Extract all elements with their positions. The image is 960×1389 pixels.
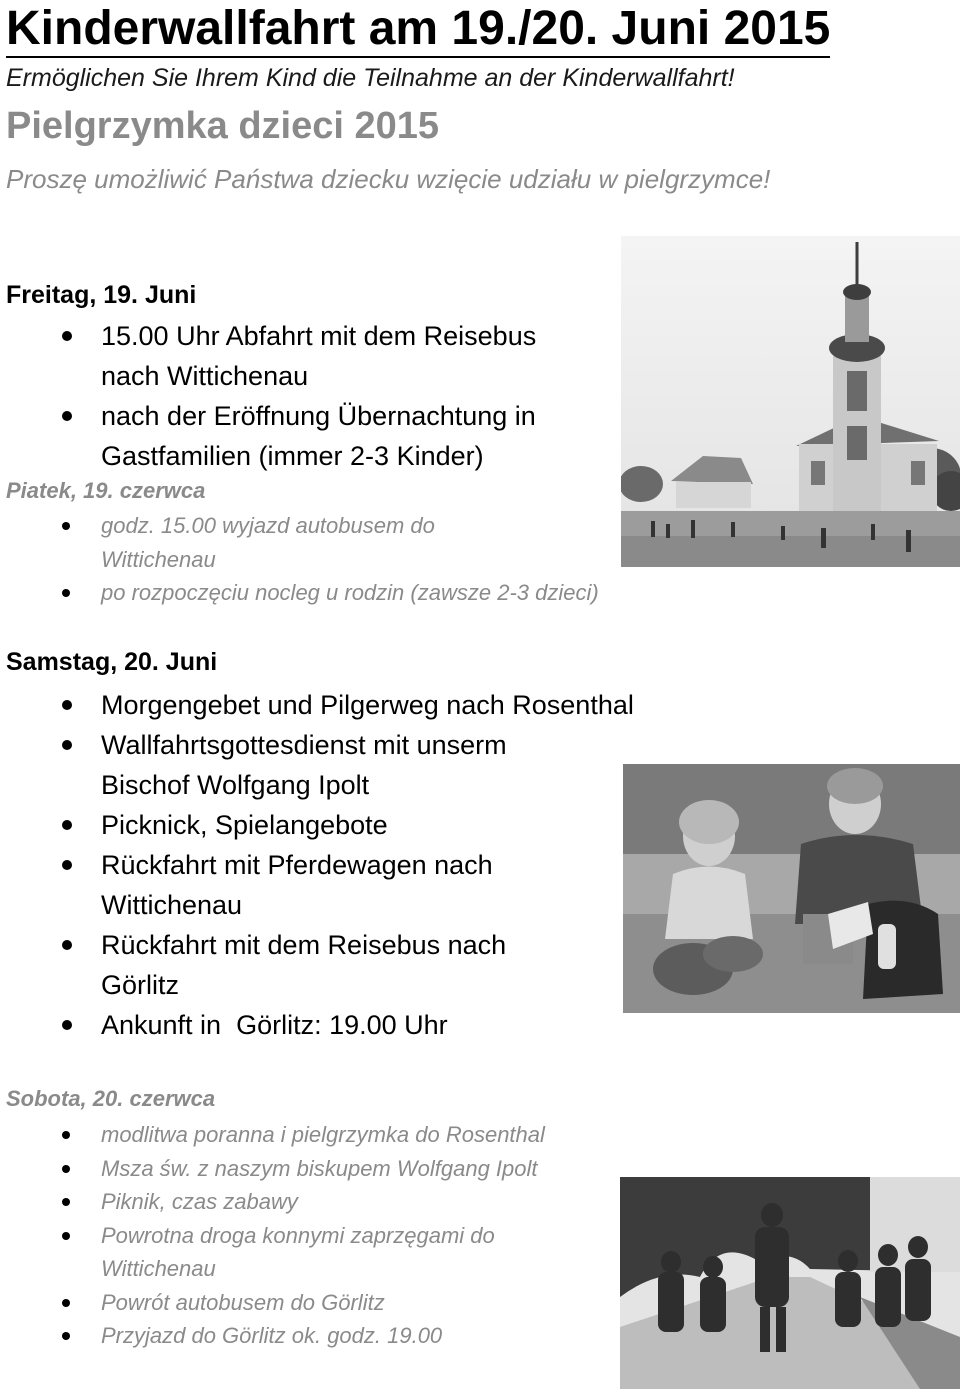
pilgrims-photo [620,1177,960,1389]
piatek-heading: Piatek, 19. czerwca [6,478,206,503]
list-item: Msza św. z naszym biskupem Wolfgang Ipolt [6,1152,561,1186]
list-item: Wallfahrtsgottesdienst mit unserm Bischof Wolfgang Ipolt [6,725,571,805]
church-photo [621,236,960,567]
list-item: Powrót autobusem do Görlitz [6,1286,561,1320]
list-item: Morgengebet und Pilgerweg nach Rosenthal [6,685,634,725]
piatek-list [6,509,599,610]
subtitle-polish: Proszę umożliwić Państwa dziecku wzięcie udziału w pielgrzymce! [6,164,771,194]
friday-heading: Freitag, 19. Juni [6,281,197,309]
title-polish: Pielgrzymka dzieci 2015 [6,105,440,147]
subtitle-german: Ermöglichen Sie Ihrem Kind die Teilnahme an der Kinderwallfahrt! [6,64,735,92]
page-title: Kinderwallfahrt am 19./20. Juni 2015 [6,2,830,58]
children-photo [623,764,960,1013]
list-item: Rückfahrt mit Pferdewagen nach Wittichenau [6,845,561,925]
list-item: Powrotna droga konnymi zaprzęgami do Wittichenau [6,1219,561,1286]
list-item: nach der Eröffnung Übernachtung in Gastfamilien (immer 2-3 Kinder) [6,396,566,476]
sobota-heading: Sobota, 20. czerwca [6,1086,216,1111]
list-item: po rozpoczęciu nocleg u rodzin (zawsze 2-3 dzieci) [6,576,599,610]
list-item: Ankunft in Görlitz: 19.00 Uhr [6,1005,634,1045]
sobota-list [6,1118,561,1353]
saturday-list [6,685,634,1045]
list-item: Picknick, Spielangebote [6,805,634,845]
list-item: Piknik, czas zabawy [6,1185,561,1219]
friday-list [6,316,566,476]
list-item: Przyjazd do Görlitz ok. godz. 19.00 [6,1319,561,1353]
list-item: 15.00 Uhr Abfahrt mit dem Reisebus nach Wittichenau [6,316,566,396]
list-item: godz. 15.00 wyjazd autobusem do Wittichenau [6,509,481,576]
list-item: Rückfahrt mit dem Reisebus nach Görlitz [6,925,561,1005]
list-item: modlitwa poranna i pielgrzymka do Rosenthal [6,1118,561,1152]
saturday-heading: Samstag, 20. Juni [6,648,218,676]
